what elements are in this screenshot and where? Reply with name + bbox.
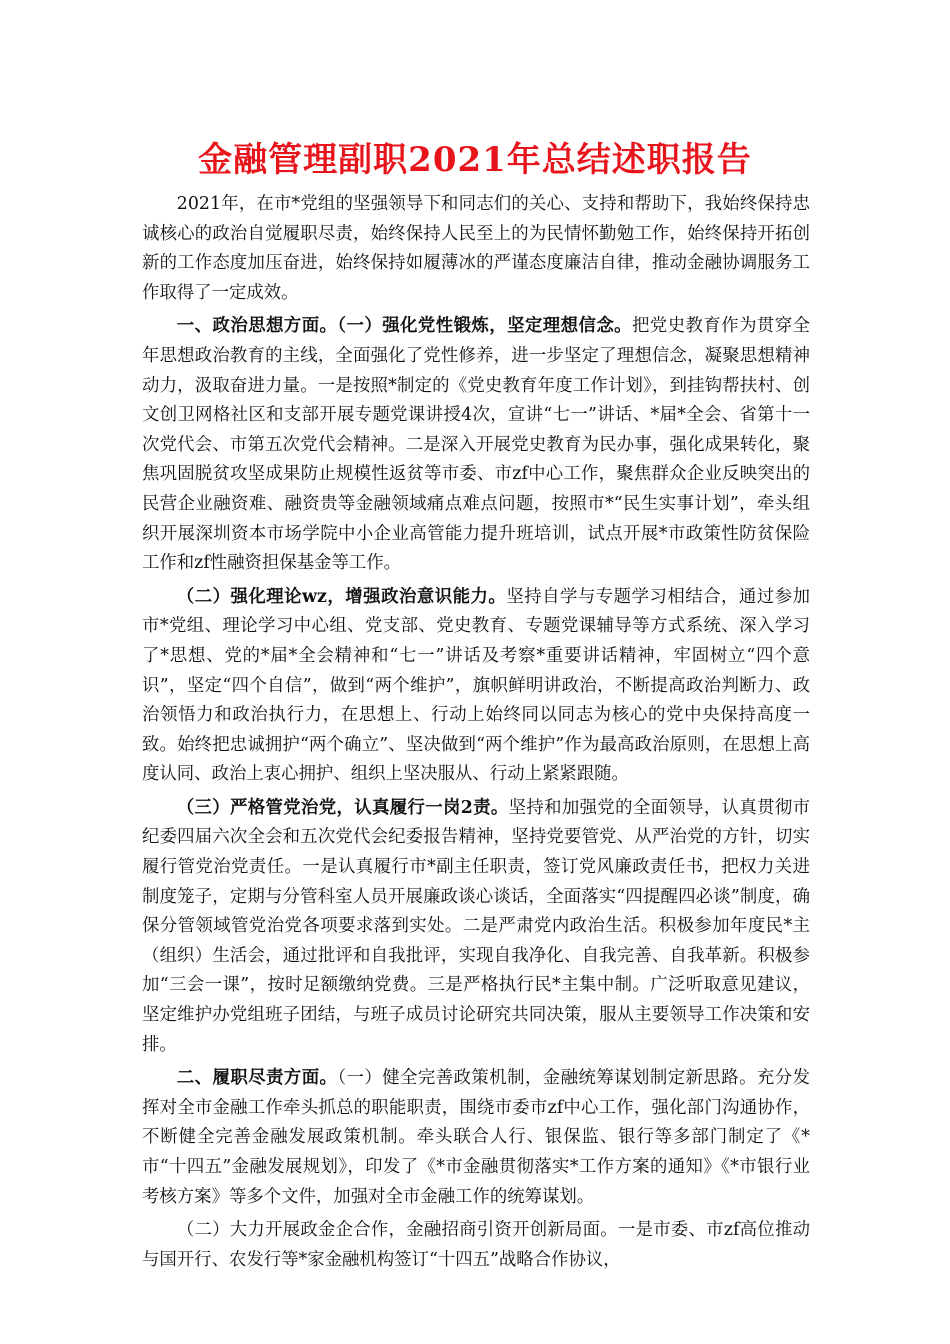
section-text: （一）健全完善政策机制，金融统筹谋划制定新思路。充分发挥对全市金融工作牵头抓总的职能职责，围绕市委市zf中心工作，强化部门沟通协作，不断健全完善金融发展政策机制。牵头联合人行、银保监、银行等多部门制定了《*市“十四五”金融发展规划》，印发了《*市金融贯彻落实*工作方案的通知》《*市银行业考核方案》等多个文件，加强对全市金融工作的统筹谋划。: [142, 1068, 810, 1207]
section-duties-paragraph: [142, 1064, 810, 1212]
section-text: 把党史教育作为贯穿全年思想政治教育的主线，全面强化了党性修养，进一步坚定了理想信念，凝聚思想精神动力，汲取奋进力量。一是按照*制定的《党史教育年度工作计划》，到挂钩帮扶村、创文创卫网格社区和支部开展专题党课讲授4次，宣讲“七一”讲话、*届*全会、省第十一次党代会、市第五次党代会精神。二是深入开展党史教育为民办事，强化成果转化，聚焦巩固脱贫攻坚成果防止规模性返贫等市委、市zf中心工作，聚焦群众企业反映突出的民营企业融资难、融资贵等金融领域痛点难点问题，按照市*“民生实事计划”，牵头组织开展深圳资本市场学院中小企业高管能力提升班培训，试点开展*市政策性防贫保险工作和zf性融资担保基金等工作。: [142, 316, 810, 574]
section-political-paragraph: [142, 312, 810, 578]
section-text: 坚持自学与专题学习相结合，通过参加市*党组、理论学习中心组、党支部、党史教育、专题党课辅导等方式系统、深入学习了*思想、党的*届*全会精神和“七一”讲话及考察*重要讲话精神，牢固树立“四个意识”，坚定“四个自信”，做到“两个维护”，旗帜鲜明讲政治，不断提高政治判断力、政治领悟力和政治执行力，在思想上、行动上始终同以同志为核心的党中央保持高度一致。始终把忠诚拥护“两个确立”、坚决做到“两个维护”作为最高政治原则，在思想上高度认同、政治上衷心拥护、组织上坚决服从、行动上紧紧跟随。: [142, 586, 810, 785]
document-title: 金融管理副职2021年总结述职报告: [198, 140, 752, 180]
document-body: [142, 190, 810, 1275]
section-heading: （三）严格管党治党，认真履行一岗2责。: [176, 797, 509, 818]
section-text: 坚持和加强党的全面领导，认真贯彻市纪委四届六次全会和五次党代会纪委报告精神，坚持党要管党、从严治党的方针，切实履行管党治党责任。一是认真履行市*副主任职责，签订党风廉政责任书，把权力关进制度笼子，定期与分管科室人员开展廉政谈心谈话，全面落实“四提醒四必谈”制度，确保分管领域管党治党各项要求落到实处。二是严肃党内政治生活。积极参加年度民*主（组织）生活会，通过批评和自我批评，实现自我净化、自我完善、自我革新。积极参加“三会一课”，按时足额缴纳党费。三是严格执行民*主集中制。广泛听取意见建议，坚定维护办党组班子团结，与班子成员讨论研究共同决策，服从主要领导工作决策和安排。: [142, 797, 810, 1055]
section-cooperation-paragraph: （二）大力开展政金企合作，金融招商引资开创新局面。一是市委、市zf高位推动与国开行、农发行等*家金融机构签订“十四五”战略合作协议，: [142, 1220, 810, 1270]
section-heading: （二）强化理论wz，增强政治意识能力。: [176, 586, 507, 607]
intro-paragraph: 2021年，在市*党组的坚强领导下和同志们的关心、支持和帮助下，我始终保持忠诚核心的政治自觉履职尽责，始终保持人民至上的为民情怀勤勉工作，始终保持开拓创新的工作态度加压奋进，始终保持如履薄冰的严谨态度廉洁自律，推动金融协调服务工作取得了一定成效。: [142, 194, 810, 303]
section-heading: 一、政治思想方面。（一）强化党性锻炼，坚定理想信念。: [176, 316, 633, 337]
section-theory-paragraph: [142, 583, 810, 790]
section-heading: 二、履职尽责方面。: [176, 1068, 338, 1089]
section-party-discipline-paragraph: [142, 794, 810, 1060]
